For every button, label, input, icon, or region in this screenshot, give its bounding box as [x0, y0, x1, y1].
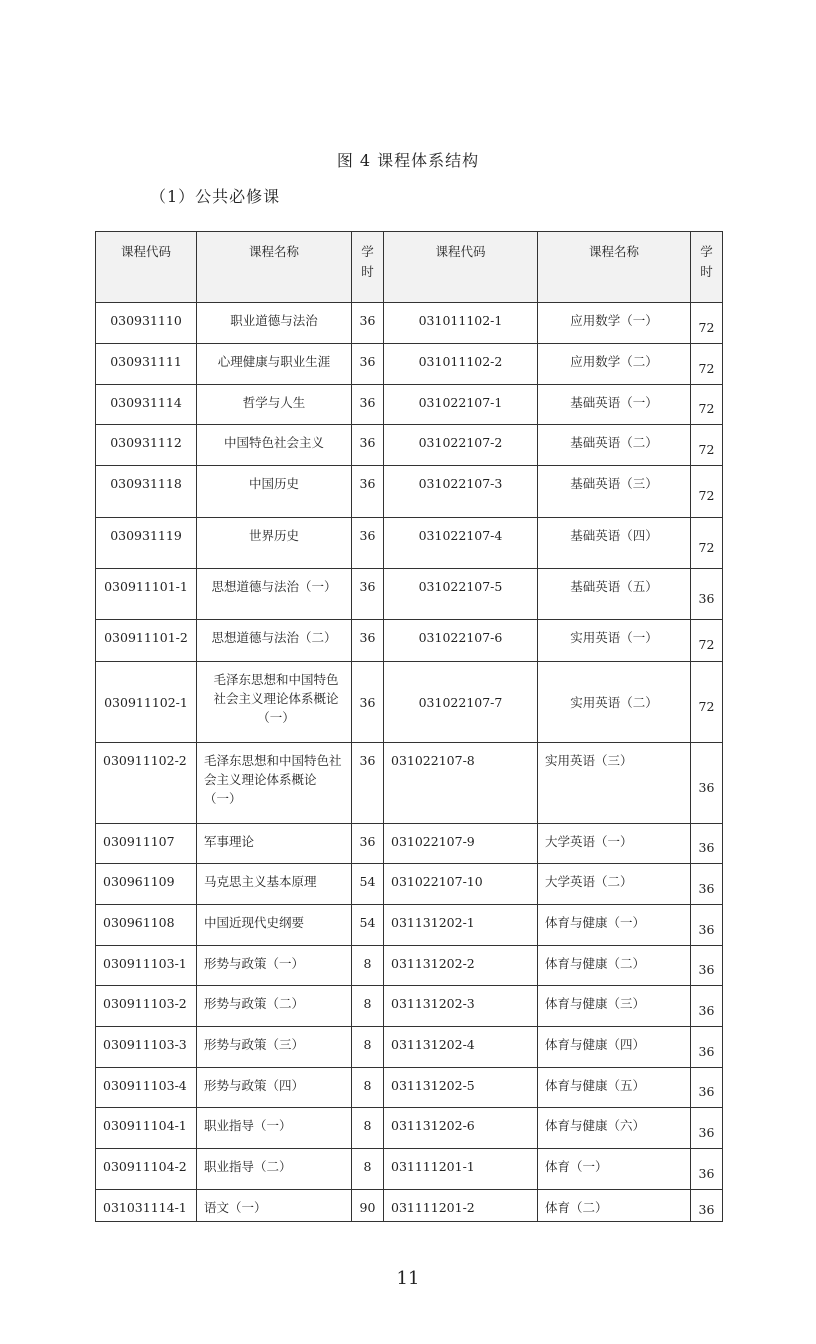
section-title: （1）公共必修课 [150, 187, 281, 206]
course-name-cell: 形势与政策（一） [197, 946, 352, 986]
table-row [96, 518, 723, 569]
course-code-cell: 030911103-1 [96, 946, 197, 986]
course-hours-cell: 36 [352, 344, 384, 385]
course-code-cell: 030931110 [96, 303, 197, 344]
course-name-cell: 基础英语（一） [538, 385, 691, 425]
course-code-cell: 031111201-2 [384, 1190, 538, 1222]
course-hours-cell: 36 [352, 466, 384, 518]
header-hours-1: 学时 [352, 232, 384, 303]
course-code-cell: 031022107-1 [384, 385, 538, 425]
course-hours-cell: 36 [691, 1027, 723, 1068]
course-code-cell: 030931119 [96, 518, 197, 569]
course-name-cell: 大学英语（一） [538, 824, 691, 864]
course-name-cell: 体育与健康（二） [538, 946, 691, 986]
table-row [96, 905, 723, 946]
course-name-cell: 职业指导（一） [197, 1108, 352, 1149]
course-hours-cell: 36 [352, 662, 384, 743]
course-code-cell: 030931118 [96, 466, 197, 518]
table-row [96, 864, 723, 905]
course-code-cell: 031022107-7 [384, 662, 538, 743]
course-hours-cell: 36 [691, 986, 723, 1027]
course-name-cell: 形势与政策（四） [197, 1068, 352, 1108]
course-code-cell: 031131202-4 [384, 1027, 538, 1068]
course-code-cell: 030961109 [96, 864, 197, 905]
course-hours-cell: 54 [352, 905, 384, 946]
table-row [96, 385, 723, 425]
figure-caption: 图 4 课程体系结构 [336, 151, 480, 170]
course-code-cell: 030911103-3 [96, 1027, 197, 1068]
course-hours-cell: 8 [352, 946, 384, 986]
course-code-cell: 031022107-5 [384, 569, 538, 620]
course-hours-cell: 36 [352, 569, 384, 620]
course-code-cell: 030931111 [96, 344, 197, 385]
course-hours-cell: 36 [691, 1190, 723, 1222]
course-name-cell: 世界历史 [197, 518, 352, 569]
table-header-row [96, 232, 723, 303]
table-row [96, 466, 723, 518]
course-name-cell: 体育（一） [538, 1149, 691, 1190]
course-code-cell: 031131202-6 [384, 1108, 538, 1149]
table-row [96, 569, 723, 620]
course-name-cell: 基础英语（三） [538, 466, 691, 518]
table-row [96, 425, 723, 466]
course-code-cell: 030931114 [96, 385, 197, 425]
table-row [96, 344, 723, 385]
course-code-cell: 030911107 [96, 824, 197, 864]
course-hours-cell: 90 [352, 1190, 384, 1222]
course-name-cell: 形势与政策（二） [197, 986, 352, 1027]
course-code-cell: 031131202-2 [384, 946, 538, 986]
course-name-cell: 毛泽东思想和中国特色社会主义理论体系概论（一） [197, 743, 352, 824]
course-code-cell: 031111201-1 [384, 1149, 538, 1190]
course-name-cell: 体育与健康（六） [538, 1108, 691, 1149]
header-name-2: 课程名称 [538, 232, 691, 303]
course-code-cell: 030961108 [96, 905, 197, 946]
header-name-1: 课程名称 [197, 232, 352, 303]
table-row [96, 1190, 723, 1222]
course-code-cell: 031131202-5 [384, 1068, 538, 1108]
course-code-cell: 030931112 [96, 425, 197, 466]
table-row [96, 986, 723, 1027]
course-name-cell: 基础英语（四） [538, 518, 691, 569]
course-code-cell: 031022107-9 [384, 824, 538, 864]
course-hours-cell: 72 [691, 344, 723, 385]
course-code-cell: 030911102-2 [96, 743, 197, 824]
course-hours-cell: 8 [352, 1068, 384, 1108]
course-code-cell: 031022107-10 [384, 864, 538, 905]
course-code-cell: 030911101-1 [96, 569, 197, 620]
course-name-cell: 实用英语（二） [538, 662, 691, 743]
course-hours-cell: 72 [691, 518, 723, 569]
course-name-cell: 哲学与人生 [197, 385, 352, 425]
course-code-cell: 031131202-3 [384, 986, 538, 1027]
course-hours-cell: 36 [691, 743, 723, 824]
course-name-cell: 思想道德与法治（二） [197, 620, 352, 662]
course-hours-cell: 36 [352, 743, 384, 824]
course-name-cell: 应用数学（一） [538, 303, 691, 344]
course-code-cell: 030911103-2 [96, 986, 197, 1027]
course-hours-cell: 36 [352, 303, 384, 344]
course-name-cell: 基础英语（二） [538, 425, 691, 466]
course-name-cell: 体育（二） [538, 1190, 691, 1222]
course-name-cell: 体育与健康（五） [538, 1068, 691, 1108]
course-hours-cell: 8 [352, 986, 384, 1027]
table-row [96, 743, 723, 824]
course-name-cell: 基础英语（五） [538, 569, 691, 620]
course-hours-cell: 72 [691, 620, 723, 662]
course-hours-cell: 36 [691, 569, 723, 620]
course-hours-cell: 36 [691, 824, 723, 864]
course-hours-cell: 36 [352, 385, 384, 425]
course-hours-cell: 72 [691, 662, 723, 743]
table-row [96, 1027, 723, 1068]
course-name-cell: 中国近现代史纲要 [197, 905, 352, 946]
course-hours-cell: 72 [691, 303, 723, 344]
course-name-cell: 中国历史 [197, 466, 352, 518]
course-hours-cell: 36 [691, 905, 723, 946]
course-hours-cell: 36 [691, 1149, 723, 1190]
course-hours-cell: 54 [352, 864, 384, 905]
header-code-2: 课程代码 [384, 232, 538, 303]
course-name-cell: 大学英语（二） [538, 864, 691, 905]
course-name-cell: 实用英语（一） [538, 620, 691, 662]
course-hours-cell: 36 [352, 620, 384, 662]
course-name-cell: 中国特色社会主义 [197, 425, 352, 466]
course-name-cell: 体育与健康（一） [538, 905, 691, 946]
table-row [96, 946, 723, 986]
table-row [96, 662, 723, 743]
course-name-cell: 形势与政策（三） [197, 1027, 352, 1068]
course-code-cell: 031022107-2 [384, 425, 538, 466]
course-hours-cell: 8 [352, 1027, 384, 1068]
table-row [96, 620, 723, 662]
course-hours-cell: 72 [691, 466, 723, 518]
course-name-cell: 职业道德与法治 [197, 303, 352, 344]
course-hours-cell: 36 [352, 425, 384, 466]
course-name-cell: 应用数学（二） [538, 344, 691, 385]
course-name-cell: 语文（一） [197, 1190, 352, 1222]
course-name-cell: 马克思主义基本原理 [197, 864, 352, 905]
course-hours-cell: 36 [691, 1068, 723, 1108]
course-name-cell: 实用英语（三） [538, 743, 691, 824]
header-hours-2: 学时 [691, 232, 723, 303]
table-row [96, 1108, 723, 1149]
table-row [96, 824, 723, 864]
table-row [96, 1149, 723, 1190]
course-name-cell: 思想道德与法治（一） [197, 569, 352, 620]
header-code-1: 课程代码 [96, 232, 197, 303]
course-code-cell: 030911102-1 [96, 662, 197, 743]
course-code-cell: 031022107-6 [384, 620, 538, 662]
course-code-cell: 031011102-1 [384, 303, 538, 344]
course-table [95, 231, 723, 1222]
course-hours-cell: 72 [691, 425, 723, 466]
page-number: 11 [396, 1268, 420, 1289]
course-name-cell: 军事理论 [197, 824, 352, 864]
course-hours-cell: 36 [691, 946, 723, 986]
course-code-cell: 031031114-1 [96, 1190, 197, 1222]
table-row [96, 1068, 723, 1108]
course-code-cell: 031022107-4 [384, 518, 538, 569]
course-name-cell: 毛泽东思想和中国特色社会主义理论体系概论（一） [197, 662, 352, 743]
table-body [96, 303, 723, 1222]
course-code-cell: 030911104-2 [96, 1149, 197, 1190]
course-code-cell: 030911104-1 [96, 1108, 197, 1149]
course-code-cell: 031022107-8 [384, 743, 538, 824]
course-code-cell: 030911103-4 [96, 1068, 197, 1108]
course-code-cell: 031022107-3 [384, 466, 538, 518]
course-name-cell: 体育与健康（四） [538, 1027, 691, 1068]
course-name-cell: 职业指导（二） [197, 1149, 352, 1190]
course-hours-cell: 36 [691, 864, 723, 905]
course-hours-cell: 36 [352, 518, 384, 569]
course-hours-cell: 8 [352, 1149, 384, 1190]
course-code-cell: 031011102-2 [384, 344, 538, 385]
course-code-cell: 030911101-2 [96, 620, 197, 662]
course-name-cell: 体育与健康（三） [538, 986, 691, 1027]
course-hours-cell: 72 [691, 385, 723, 425]
course-name-cell: 心理健康与职业生涯 [197, 344, 352, 385]
course-hours-cell: 36 [352, 824, 384, 864]
course-hours-cell: 8 [352, 1108, 384, 1149]
course-hours-cell: 36 [691, 1108, 723, 1149]
course-code-cell: 031131202-1 [384, 905, 538, 946]
table-row [96, 303, 723, 344]
